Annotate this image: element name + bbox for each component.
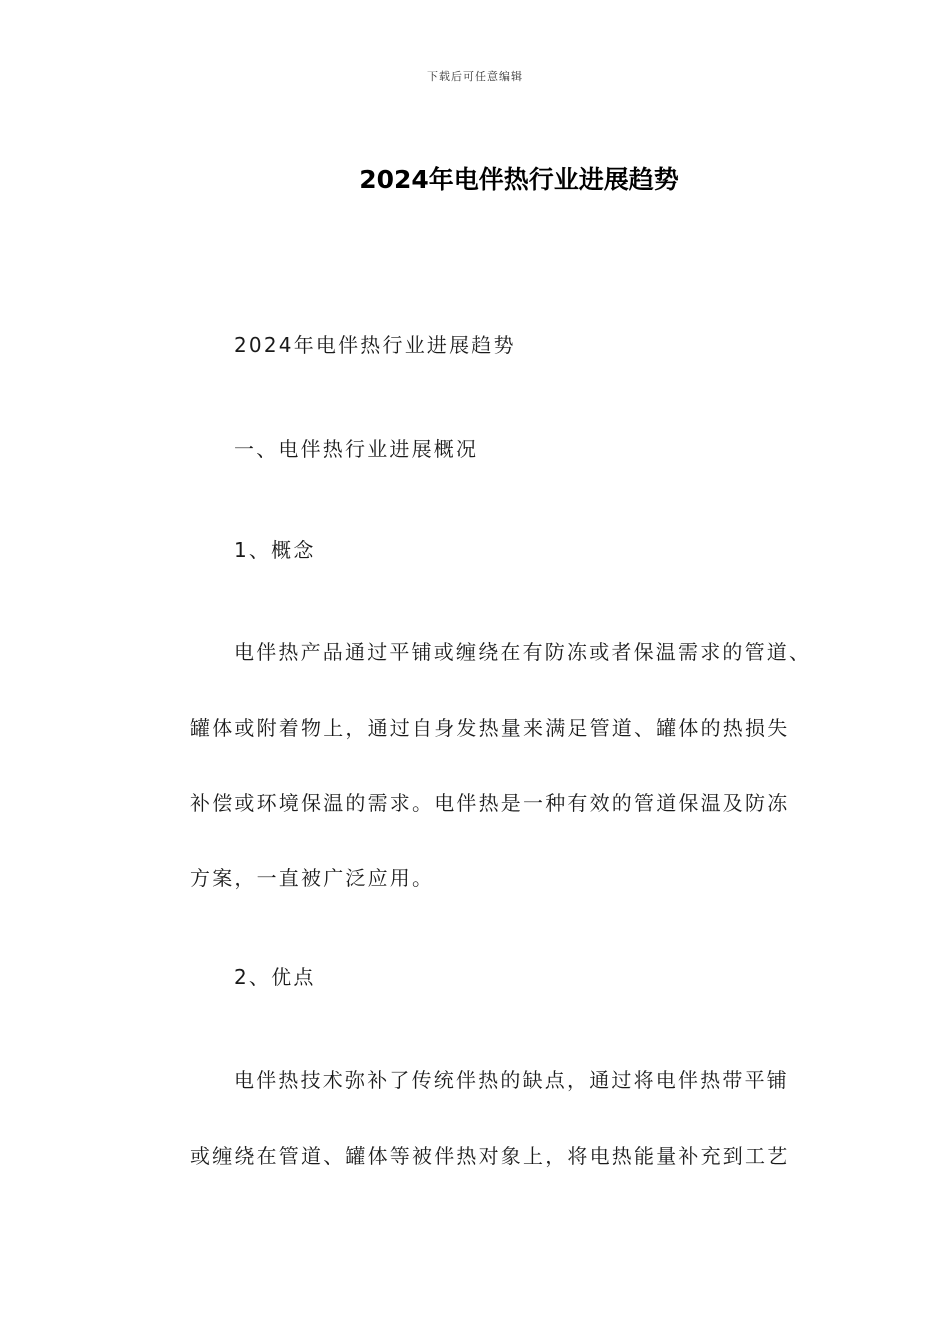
item-heading-advantages: 2、优点 [234, 965, 316, 989]
page-title: 2024年电伴热行业进展趋势 [359, 165, 679, 194]
section-heading: 一、电伴热行业进展概况 [234, 437, 479, 461]
subtitle: 2024年电伴热行业进展趋势 [234, 333, 516, 357]
paragraph-line: 方案，一直被广泛应用。 [190, 866, 435, 890]
paragraph-line: 电伴热技术弥补了传统伴热的缺点，通过将电伴热带平铺 [234, 1068, 789, 1092]
header-note: 下载后可任意编辑 [427, 70, 523, 83]
item-heading-concept: 1、概念 [234, 538, 316, 562]
paragraph-line: 电伴热产品通过平铺或缠绕在有防冻或者保温需求的管道、 [234, 640, 812, 664]
paragraph-line: 罐体或附着物上，通过自身发热量来满足管道、罐体的热损失 [190, 716, 790, 740]
paragraph-line: 补偿或环境保温的需求。电伴热是一种有效的管道保温及防冻 [190, 791, 790, 815]
paragraph-line: 或缠绕在管道、罐体等被伴热对象上，将电热能量补充到工艺 [190, 1144, 790, 1168]
